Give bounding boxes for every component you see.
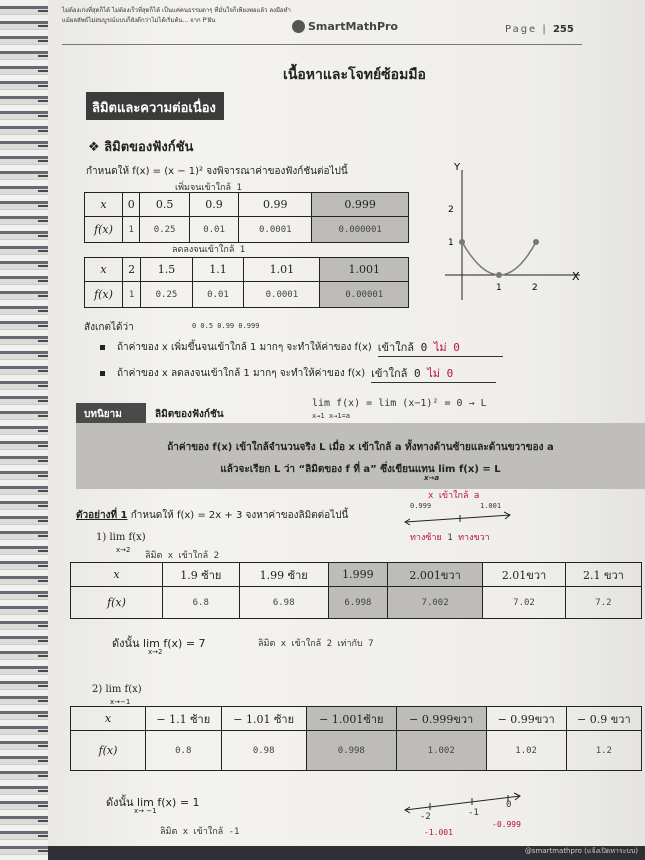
- x-label: X: [572, 270, 580, 283]
- brand-logo: [292, 20, 398, 33]
- page-number: Page | 255: [505, 24, 574, 35]
- x-cell: 1.999: [328, 563, 387, 587]
- handwritten-note: 0 0.5 0.99 0.999: [192, 322, 260, 330]
- number-line-labels: [410, 530, 490, 544]
- limit-subscript: x→a: [424, 474, 440, 482]
- header-cell: x: [71, 707, 146, 731]
- example-text: กำหนดให้ f(x) = 2x + 3 จงหาค่าของลิมิตต่อไปนี้: [130, 510, 349, 521]
- observation-text: ถ้าค่าของ x ลดลงจนเข้าใกล้ 1 มากๆ จะทำให้ค่าของ f(x): [117, 368, 366, 379]
- header-cell: x: [85, 258, 123, 282]
- tick-label: 2: [448, 205, 454, 215]
- limit-subscript: x→ −1: [134, 807, 157, 815]
- limit-subscript: x→2: [148, 648, 163, 656]
- nl-label: -2: [420, 812, 431, 822]
- f-cell: 0.25: [141, 282, 193, 308]
- limit-subscript: x→2: [116, 546, 131, 554]
- answer-note: ไม่ 0: [433, 341, 460, 354]
- nl-label: -1: [468, 808, 479, 818]
- x-cell: 2.1 ขวา: [565, 563, 641, 587]
- x-cell: 1.01: [244, 258, 320, 282]
- header-quote: ไม่ต้องเก่งที่สุดก็ได้ ไม่ต้องเร็วที่สุดก็ได้ เป็นแค่คนธรรมดาๆ ที่มั่นใจก็เพียงพอแล้ว ลงมือทำแม้ผลลัพธ์ไม่สมบูรณ์แบบก็ยังดีกว่าไม่ได้เริ่มต้น... จาก P'ฝัน: [62, 7, 291, 24]
- observe-label: สังเกตได้ว่า: [84, 322, 134, 333]
- f-cell: 7.002: [387, 587, 482, 619]
- part-1-label: 1) lim f(x): [96, 532, 146, 543]
- f-cell: 0.998: [306, 731, 396, 771]
- header-cell: f(x): [85, 282, 123, 308]
- x-cell: 1.5: [141, 258, 193, 282]
- value-table-2: [84, 257, 409, 308]
- nl-label: -0.999: [492, 820, 521, 829]
- logo-text: SmartMathPro: [308, 20, 398, 33]
- f-cell: 1.02: [486, 731, 566, 771]
- example-heading: ตัวอย่างที่ 1: [76, 510, 128, 521]
- x-cell: − 1.001ซ้าย: [306, 707, 396, 731]
- mid-label: 1: [447, 533, 453, 543]
- x-cell: − 1.01 ซ้าย: [221, 707, 306, 731]
- conclusion-1: ดังนั้น lim f(x) = 7: [112, 637, 206, 650]
- conclusion-2: ดังนั้น lim f(x) = 1: [106, 796, 200, 809]
- tick-label: 2: [532, 283, 538, 293]
- f-cell: 0.0001: [239, 217, 312, 243]
- example-table-1: [70, 562, 642, 619]
- handwritten-note: x→1 x→1=a: [312, 412, 350, 420]
- nl-label: -1.001: [424, 828, 453, 837]
- bullet-icon: [100, 371, 105, 376]
- x-cell: 2.001ขวา: [387, 563, 482, 587]
- handwritten-note: เพิ่มจนเข้าใกล้ 1: [175, 183, 242, 193]
- f-cell: 1.002: [396, 731, 486, 771]
- example-title: [76, 508, 348, 523]
- point: [459, 239, 465, 245]
- page-title: เนื้อหาและโจทย์ซ้อมมือ: [283, 67, 426, 83]
- definition-box: [76, 423, 645, 489]
- f-cell: 0.25: [140, 217, 189, 243]
- intro-text: กำหนดให้ f(x) = (x − 1)² จงพิจารณาค่าของฟังก์ชันต่อไปนี้: [86, 166, 348, 177]
- chapter-heading: ลิมิตและความต่อเนื่อง: [86, 92, 224, 120]
- x-cell: − 0.99ขวา: [486, 707, 566, 731]
- number-line: [400, 510, 520, 526]
- example-table-2: [70, 706, 642, 771]
- logo-icon: [292, 20, 305, 33]
- f-cell: 6.998: [328, 587, 387, 619]
- f-cell: 0.0001: [244, 282, 320, 308]
- handwritten-note: x เข้าใกล้ a: [428, 491, 480, 501]
- x-cell: 2.01ขวา: [483, 563, 566, 587]
- header-cell: f(x): [71, 731, 146, 771]
- handwritten-note: ลิมิต x เข้าใกล้ 2 เท่ากับ 7: [258, 639, 374, 649]
- x-cell: 0.5: [140, 193, 189, 217]
- x-cell: 1.99 ซ้าย: [239, 563, 328, 587]
- page-number-value: 255: [552, 24, 574, 35]
- handwritten-note: ลดลงจนเข้าใกล้ 1: [172, 245, 246, 255]
- f-cell: 1: [123, 282, 141, 308]
- x-cell: 1.1: [192, 258, 244, 282]
- section-heading: ❖ ลิมิตของฟังก์ชัน: [88, 140, 194, 155]
- f-cell: 0.8: [146, 731, 222, 771]
- header-cell: x: [71, 563, 163, 587]
- header-divider: [62, 44, 582, 45]
- y-label: Y: [454, 162, 461, 173]
- answer: เข้าใกล้ 0: [371, 367, 421, 380]
- point: [533, 239, 539, 245]
- page-label: Page: [505, 24, 538, 35]
- handwritten-note: ลิมิต x เข้าใกล้ 2: [145, 551, 220, 561]
- definition-tag: บทนิยาม: [76, 403, 146, 425]
- f-cell: 1.2: [566, 731, 641, 771]
- x-cell: 0.99: [239, 193, 312, 217]
- x-cell: 0: [123, 193, 140, 217]
- f-cell: 7.02: [483, 587, 566, 619]
- nl-label: 0: [506, 800, 512, 810]
- header-cell: f(x): [85, 217, 123, 243]
- f-cell: 6.8: [163, 587, 240, 619]
- tick-label: 1: [448, 238, 454, 248]
- x-cell: − 0.9 ขวา: [566, 707, 641, 731]
- x-cell: − 0.999ขวา: [396, 707, 486, 731]
- x-cell: 0.9: [189, 193, 238, 217]
- handwritten-note: lim f(x) = lim (x−1)² = 0 → L: [312, 398, 487, 409]
- point: [496, 272, 502, 278]
- f-cell: 0.98: [221, 731, 306, 771]
- x-cell: 0.999: [312, 193, 409, 217]
- part-2-label: 2) lim f(x): [92, 684, 142, 695]
- definition-label: ลิมิตของฟังก์ชัน: [155, 409, 224, 420]
- header-cell: x: [85, 193, 123, 217]
- bullet-icon: [100, 345, 105, 350]
- f-cell: 6.98: [239, 587, 328, 619]
- x-cell: 1.001: [320, 258, 409, 282]
- x-cell: 2: [123, 258, 141, 282]
- x-cell: − 1.1 ซ้าย: [146, 707, 222, 731]
- observation-2: [100, 364, 496, 383]
- header-cell: f(x): [71, 587, 163, 619]
- handwritten-note: 0.999: [410, 502, 432, 510]
- parabola-graph: [440, 160, 585, 305]
- f-cell: 0.01: [192, 282, 244, 308]
- answer-note: ไม่ 0: [427, 367, 454, 380]
- handwritten-note: ลิมิต x เข้าใกล้ -1: [160, 827, 240, 837]
- parabola-curve: [462, 242, 536, 275]
- value-table-1: [84, 192, 409, 243]
- x-cell: 1.9 ซ้าย: [163, 563, 240, 587]
- f-cell: 1: [123, 217, 140, 243]
- f-cell: 7.2: [565, 587, 641, 619]
- left-label: ทางซ้าย: [410, 533, 442, 543]
- observation-text: ถ้าค่าของ x เพิ่มขึ้นจนเข้าใกล้ 1 มากๆ จะทำให้ค่าของ f(x): [117, 342, 372, 353]
- definition-line: ถ้าค่าของ f(x) เข้าใกล้จำนวนจริง L เมื่อ x เข้าใกล้ a ทั้งทางด้านซ้ายและด้านขวาของ a: [167, 442, 554, 453]
- definition-line: แล้วจะเรียก L ว่า “ลิมิตของ f ที่ a” ซึ่งเขียนแทน lim f(x) = L: [220, 464, 501, 475]
- f-cell: 0.01: [189, 217, 238, 243]
- f-cell: 0.000001: [312, 217, 409, 243]
- handwritten-note: 1.001: [480, 502, 502, 510]
- observation-1: [100, 338, 503, 357]
- limit-subscript: x→−1: [110, 698, 131, 706]
- right-label: ทางขวา: [458, 533, 490, 543]
- answer: เข้าใกล้ 0: [377, 341, 428, 354]
- tick-label: 1: [496, 283, 502, 293]
- page-footer: @smartmathpro (แจ้งเปิดหาระบบ): [48, 846, 645, 860]
- f-cell: 0.00001: [320, 282, 409, 308]
